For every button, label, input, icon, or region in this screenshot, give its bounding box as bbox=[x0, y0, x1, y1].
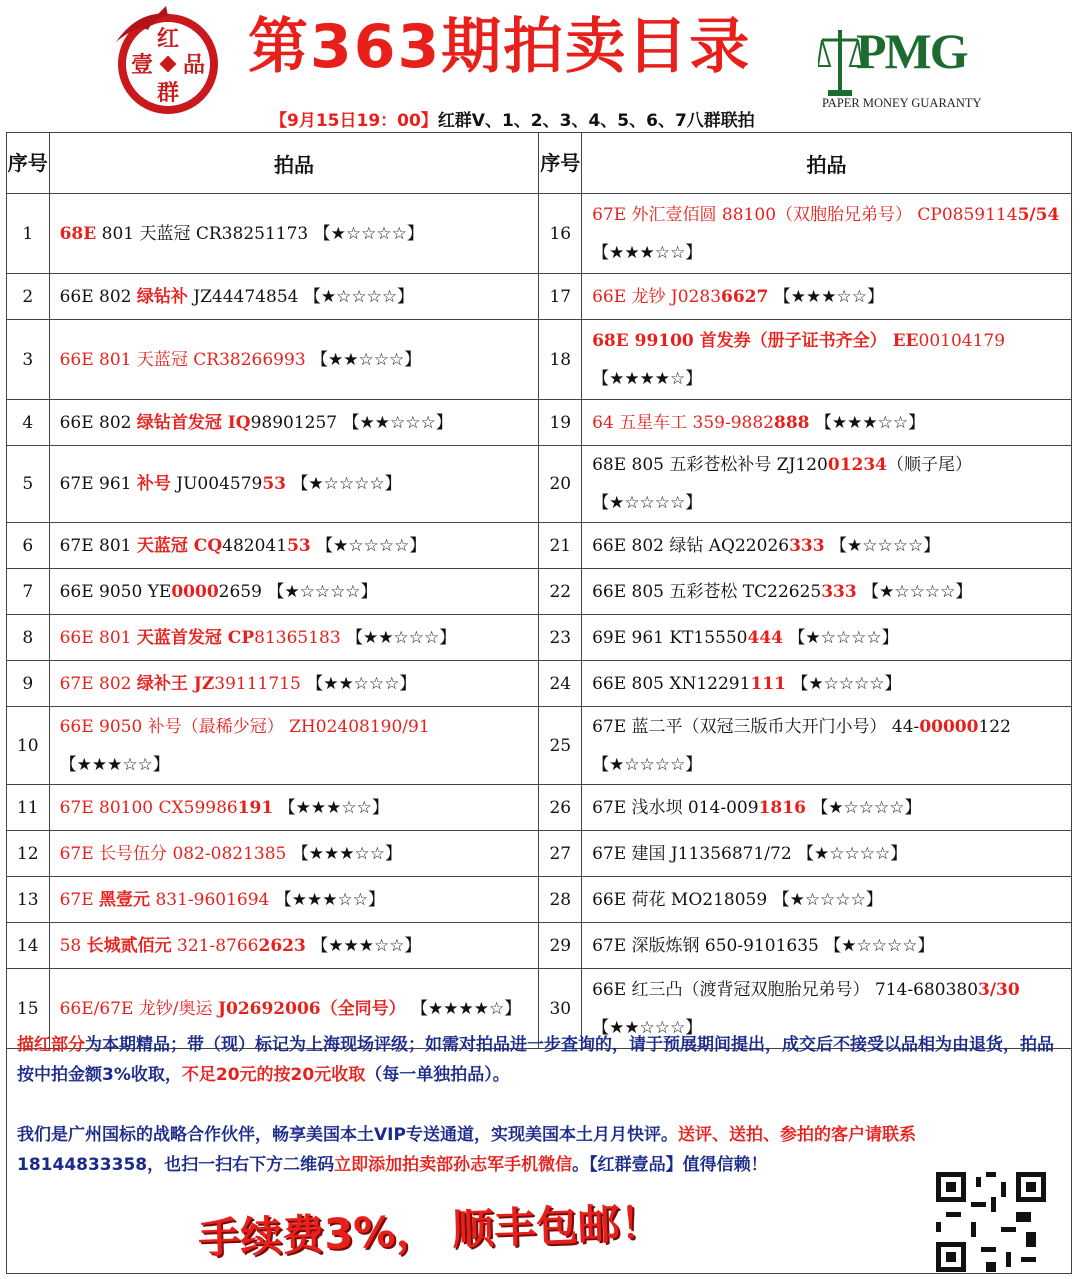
lot-text: 66E 9050 YE bbox=[59, 581, 172, 602]
lot-item bbox=[49, 661, 539, 707]
lot-item bbox=[49, 615, 539, 661]
lot-text: 67E bbox=[59, 889, 100, 910]
lot-text: 53 bbox=[287, 535, 311, 556]
lot-rating: 【★★★☆☆】 bbox=[274, 889, 385, 910]
lot-text: 3/30 bbox=[978, 979, 1020, 1000]
header-no-left: 序号 bbox=[7, 133, 50, 194]
lot-number: 3 bbox=[7, 320, 50, 400]
lot-rating: 【★☆☆☆☆】 bbox=[592, 754, 703, 775]
lot-rating: 【★☆☆☆☆】 bbox=[791, 673, 902, 694]
lot-text: 66E 805 XN12291 bbox=[592, 673, 751, 694]
lot-text: 66E 801 bbox=[59, 627, 137, 648]
auction-groups: 红群V、1、2、3、4、5、6、7八群联拍 bbox=[437, 111, 755, 131]
lot-rating: 【★★★☆☆】 bbox=[59, 754, 170, 775]
lot-text: JU004579 bbox=[170, 474, 263, 494]
lot-text: 67E 802 bbox=[59, 673, 137, 694]
lot-number: 20 bbox=[539, 446, 582, 523]
header-item-right: 拍品 bbox=[582, 133, 1072, 194]
table-header-row bbox=[7, 133, 1072, 194]
lot-rating: 【★★★☆☆】 bbox=[814, 412, 926, 433]
fee-banner: 手续费3%， 顺丰包邮！ bbox=[197, 1197, 663, 1264]
lot-rating: 【★☆☆☆☆】 bbox=[313, 223, 424, 244]
pmg-word: PMG bbox=[856, 23, 967, 79]
lot-text: 67E 蓝二平（双冠三版币大开门小号） 44- bbox=[592, 716, 920, 737]
page-title: 第363期拍卖目录 bbox=[248, 12, 752, 82]
lot-number: 25 bbox=[539, 707, 582, 785]
table-row bbox=[7, 877, 1072, 923]
lot-rating: 【★☆☆☆☆】 bbox=[291, 474, 402, 494]
lot-number: 27 bbox=[539, 831, 582, 877]
auction-subtitle bbox=[270, 106, 755, 131]
lot-number: 17 bbox=[539, 274, 582, 320]
pmg-subtitle: PAPER MONEY GUARANTY bbox=[822, 96, 982, 110]
notes-wechat-red: 立即添加拍卖部孙志军手机微信 bbox=[334, 1155, 573, 1175]
lot-item bbox=[49, 923, 539, 969]
lot-text: 66E 805 五彩苍松 TC22625 bbox=[592, 581, 822, 602]
lot-text: 67E 80100 CX59986 bbox=[59, 797, 238, 818]
lot-text: 66E 龙钞 J0283 bbox=[592, 286, 722, 307]
lot-text: 66E/67E 龙钞/奥运 bbox=[59, 998, 218, 1019]
catalog-table bbox=[6, 132, 1072, 1049]
lot-rating: 【★★★☆☆】 bbox=[278, 797, 389, 818]
lot-rating: 【★☆☆☆☆】 bbox=[811, 797, 922, 818]
lot-text: 53 bbox=[262, 474, 287, 494]
lot-text: 67E 建国 J11356871/72 bbox=[592, 843, 798, 864]
lot-rating: 【★★☆☆☆】 bbox=[346, 627, 457, 648]
lot-rating: 【★★☆☆☆】 bbox=[592, 1017, 703, 1038]
logo-char-pin: 品 bbox=[182, 53, 206, 78]
lot-item bbox=[49, 569, 539, 615]
lot-text: 6627 bbox=[721, 286, 769, 307]
lot-text: 191 bbox=[237, 797, 274, 818]
lot-text: 444 bbox=[747, 627, 783, 648]
lot-text: 67E 外汇壹佰圆 88100（双胞胎兄弟号） CP0859114 bbox=[592, 204, 1018, 225]
red-group-logo bbox=[108, 6, 220, 114]
pmg-logo bbox=[818, 18, 982, 118]
lot-text: 888 bbox=[773, 412, 810, 433]
lot-text: 69E 961 KT15550 bbox=[592, 627, 748, 648]
lot-number: 26 bbox=[539, 785, 582, 831]
lot-rating: 【★★★☆☆】 bbox=[311, 935, 422, 956]
lot-text: JZ44474854 bbox=[187, 286, 304, 307]
lot-text: 111 bbox=[750, 673, 786, 694]
lot-rating: 【★★★☆☆】 bbox=[291, 843, 402, 864]
notes-min-fee: 不足20元的按20元收取 bbox=[181, 1065, 366, 1085]
lot-text: 01234 bbox=[827, 455, 888, 475]
lot-rating: 【★★☆☆☆】 bbox=[311, 349, 422, 370]
lot-text: 天蓝冠 CQ bbox=[136, 535, 223, 556]
lot-text: 66E 9050 补号（最稀少冠） ZH02408190/91 bbox=[59, 716, 430, 737]
lot-item bbox=[49, 400, 539, 446]
lot-rating: 【★☆☆☆☆】 bbox=[862, 581, 973, 602]
lot-rating: 【★☆☆☆☆】 bbox=[316, 535, 427, 556]
lot-item bbox=[582, 877, 1072, 923]
lot-text: 天蓝首发冠 CP bbox=[136, 627, 255, 648]
lot-text: 66E 801 天蓝冠 CR38266993 bbox=[59, 349, 312, 370]
lot-rating: 【★☆☆☆☆】 bbox=[303, 286, 415, 307]
lot-number: 5 bbox=[7, 446, 50, 523]
lot-number: 8 bbox=[7, 615, 50, 661]
lot-item bbox=[49, 785, 539, 831]
header-no-right: 序号 bbox=[539, 133, 582, 194]
lot-text: 67E 801 bbox=[59, 535, 137, 556]
lot-text: 98901257 bbox=[250, 412, 343, 433]
notes-partner-text: 我们是广州国标的战略合作伙伴，畅享美国本土VIP专送通道，实现美国本土月月快评。 bbox=[17, 1125, 678, 1145]
lot-text: 67E 浅水坝 014-009 bbox=[592, 797, 759, 818]
lot-rating: 【★★★★☆】 bbox=[411, 998, 522, 1019]
notes-partner-end: 。【红群壹品】值得信赖！ bbox=[572, 1155, 768, 1175]
lot-text: 66E 红三凸（渡背冠双胞胎兄弟号） 714-680380 bbox=[592, 979, 979, 1000]
qr-code-icon[interactable] bbox=[936, 1172, 1046, 1272]
lot-text: 321-8766 bbox=[171, 935, 259, 956]
lot-text: 5/54 bbox=[1017, 204, 1060, 225]
lot-number: 13 bbox=[7, 877, 50, 923]
lot-text: （顺子尾） bbox=[887, 455, 973, 475]
lot-number: 23 bbox=[539, 615, 582, 661]
lot-text: 补号 bbox=[136, 474, 171, 494]
lot-text: 66E 802 绿钻 AQ22026 bbox=[592, 535, 790, 556]
notes-phone: 18144833358，也扫一扫右下方二维码 bbox=[17, 1155, 335, 1175]
lot-text: 482041 bbox=[222, 535, 288, 556]
lot-item bbox=[582, 400, 1072, 446]
lot-rating: 【★☆☆☆☆】 bbox=[788, 627, 899, 648]
notes-partner bbox=[17, 1120, 1063, 1180]
lot-text: 2623 bbox=[258, 935, 306, 956]
lot-number: 15 bbox=[7, 969, 50, 1049]
lot-number: 30 bbox=[539, 969, 582, 1049]
lot-item bbox=[582, 569, 1072, 615]
lot-item bbox=[582, 615, 1072, 661]
header-item-left: 拍品 bbox=[49, 133, 539, 194]
lot-number: 14 bbox=[7, 923, 50, 969]
lot-text: 绿补王 JZ bbox=[136, 673, 215, 694]
lot-item bbox=[49, 707, 539, 785]
lot-text: 0000 bbox=[171, 581, 219, 602]
lot-text: 333 bbox=[789, 535, 825, 556]
lot-number: 7 bbox=[7, 569, 50, 615]
lot-item bbox=[582, 320, 1072, 400]
lot-item bbox=[49, 194, 539, 274]
lot-number: 29 bbox=[539, 923, 582, 969]
lot-rating: 【★☆☆☆☆】 bbox=[829, 535, 941, 556]
logo-char-qun: 群 bbox=[156, 81, 180, 106]
notes-terms-text: 为本期精品；带（现）标记为上海现场评级；如需对拍品进一步查询的，请于预展期间提出，成交后不接受以品相为由退货，拍品按中拍金额3%收取， bbox=[17, 1035, 1054, 1085]
table-row bbox=[7, 569, 1072, 615]
lot-rating: 【★★★☆☆】 bbox=[773, 286, 884, 307]
lot-number: 28 bbox=[539, 877, 582, 923]
table-row bbox=[7, 615, 1072, 661]
lot-item bbox=[582, 661, 1072, 707]
auction-date: 【9月15日19：00】 bbox=[270, 111, 438, 131]
lot-number: 9 bbox=[7, 661, 50, 707]
lot-number: 2 bbox=[7, 274, 50, 320]
logo-char-hong: 红 bbox=[156, 27, 180, 52]
lot-item bbox=[582, 831, 1072, 877]
lot-text: 81365183 bbox=[254, 627, 347, 648]
lot-text: 67E 长号伍分 082-0821385 bbox=[59, 843, 292, 864]
lot-item bbox=[49, 831, 539, 877]
lot-item bbox=[49, 446, 539, 523]
lot-rating: 【★★☆☆☆】 bbox=[342, 412, 453, 433]
lot-text: 39111715 bbox=[214, 673, 307, 694]
lot-text: 2659 bbox=[218, 581, 268, 602]
lot-rating: 【★★★☆☆】 bbox=[592, 242, 703, 263]
lot-number: 10 bbox=[7, 707, 50, 785]
lot-text: 64 五星车工 359-9882 bbox=[592, 412, 774, 433]
table-row bbox=[7, 446, 1072, 523]
lot-item bbox=[582, 523, 1072, 569]
lot-item bbox=[49, 320, 539, 400]
table-row bbox=[7, 194, 1072, 274]
lot-text: 长城贰佰元 bbox=[86, 935, 172, 956]
lot-item bbox=[582, 923, 1072, 969]
table-row bbox=[7, 400, 1072, 446]
notes-contact-red: 送评、送拍、参拍的客户请联系 bbox=[677, 1125, 916, 1145]
lot-rating: 【★☆☆☆☆】 bbox=[797, 843, 908, 864]
table-row bbox=[7, 320, 1072, 400]
lot-text: 00000 bbox=[919, 716, 979, 737]
lot-number: 22 bbox=[539, 569, 582, 615]
lot-text: 831-9601694 bbox=[150, 889, 275, 910]
table-row bbox=[7, 274, 1072, 320]
lot-item bbox=[49, 523, 539, 569]
lot-text: 333 bbox=[821, 581, 857, 602]
lot-item bbox=[582, 446, 1072, 523]
lot-number: 4 bbox=[7, 400, 50, 446]
lot-rating: 【★☆☆☆☆】 bbox=[592, 493, 703, 513]
lot-rating: 【★★★★☆】 bbox=[592, 368, 703, 389]
lot-text: 122 bbox=[978, 716, 1011, 737]
table-row bbox=[7, 707, 1072, 785]
lot-rating: 【★☆☆☆☆】 bbox=[772, 889, 883, 910]
lot-rating: 【★★☆☆☆】 bbox=[306, 673, 417, 694]
lot-item bbox=[582, 274, 1072, 320]
lot-number: 6 bbox=[7, 523, 50, 569]
lot-text: 66E 荷花 MO218059 bbox=[592, 889, 773, 910]
lot-number: 21 bbox=[539, 523, 582, 569]
lot-text: 1816 bbox=[758, 797, 806, 818]
lot-item bbox=[582, 707, 1072, 785]
lot-number: 18 bbox=[539, 320, 582, 400]
lot-text: 66E 802 bbox=[59, 412, 137, 433]
lot-text: 801 天蓝冠 CR38251173 bbox=[96, 223, 314, 244]
lot-number: 24 bbox=[539, 661, 582, 707]
table-row bbox=[7, 523, 1072, 569]
lot-number: 16 bbox=[539, 194, 582, 274]
logo-char-yi: 壹 bbox=[130, 53, 154, 78]
lot-number: 19 bbox=[539, 400, 582, 446]
lot-number: 11 bbox=[7, 785, 50, 831]
lot-text: 00104179 bbox=[918, 330, 1006, 351]
notes-red-part: 描红部分 bbox=[17, 1035, 85, 1055]
table-row bbox=[7, 831, 1072, 877]
lot-number: 12 bbox=[7, 831, 50, 877]
lot-text: 68E 805 五彩苍松补号 ZJ120 bbox=[592, 455, 828, 475]
table-row bbox=[7, 923, 1072, 969]
notes-terms-end: （每一单独拍品）。 bbox=[365, 1065, 510, 1085]
lot-number: 1 bbox=[7, 194, 50, 274]
lot-item bbox=[49, 877, 539, 923]
lot-text: 66E 802 bbox=[59, 286, 137, 307]
table-row bbox=[7, 661, 1072, 707]
lot-item bbox=[49, 274, 539, 320]
lot-text: 67E 深版炼钢 650-9101635 bbox=[592, 935, 825, 956]
lot-rating: 【★☆☆☆☆】 bbox=[267, 581, 378, 602]
lot-text: 68E bbox=[59, 223, 97, 244]
lot-item bbox=[582, 194, 1072, 274]
lot-text: 绿钻补 bbox=[136, 286, 188, 307]
lot-text: 绿钻首发冠 IQ bbox=[136, 412, 251, 433]
lot-text: 58 bbox=[59, 935, 87, 956]
lot-rating: 【★☆☆☆☆】 bbox=[824, 935, 935, 956]
notes-terms bbox=[17, 1030, 1063, 1090]
lot-text: J02692006（全同号） bbox=[217, 998, 406, 1019]
lot-text: 黑壹元 bbox=[99, 889, 151, 910]
lot-text: 67E 961 bbox=[59, 474, 137, 494]
table-row bbox=[7, 785, 1072, 831]
lot-item bbox=[582, 785, 1072, 831]
lot-text: 68E 99100 首发券（册子证书齐全） EE bbox=[592, 330, 919, 351]
